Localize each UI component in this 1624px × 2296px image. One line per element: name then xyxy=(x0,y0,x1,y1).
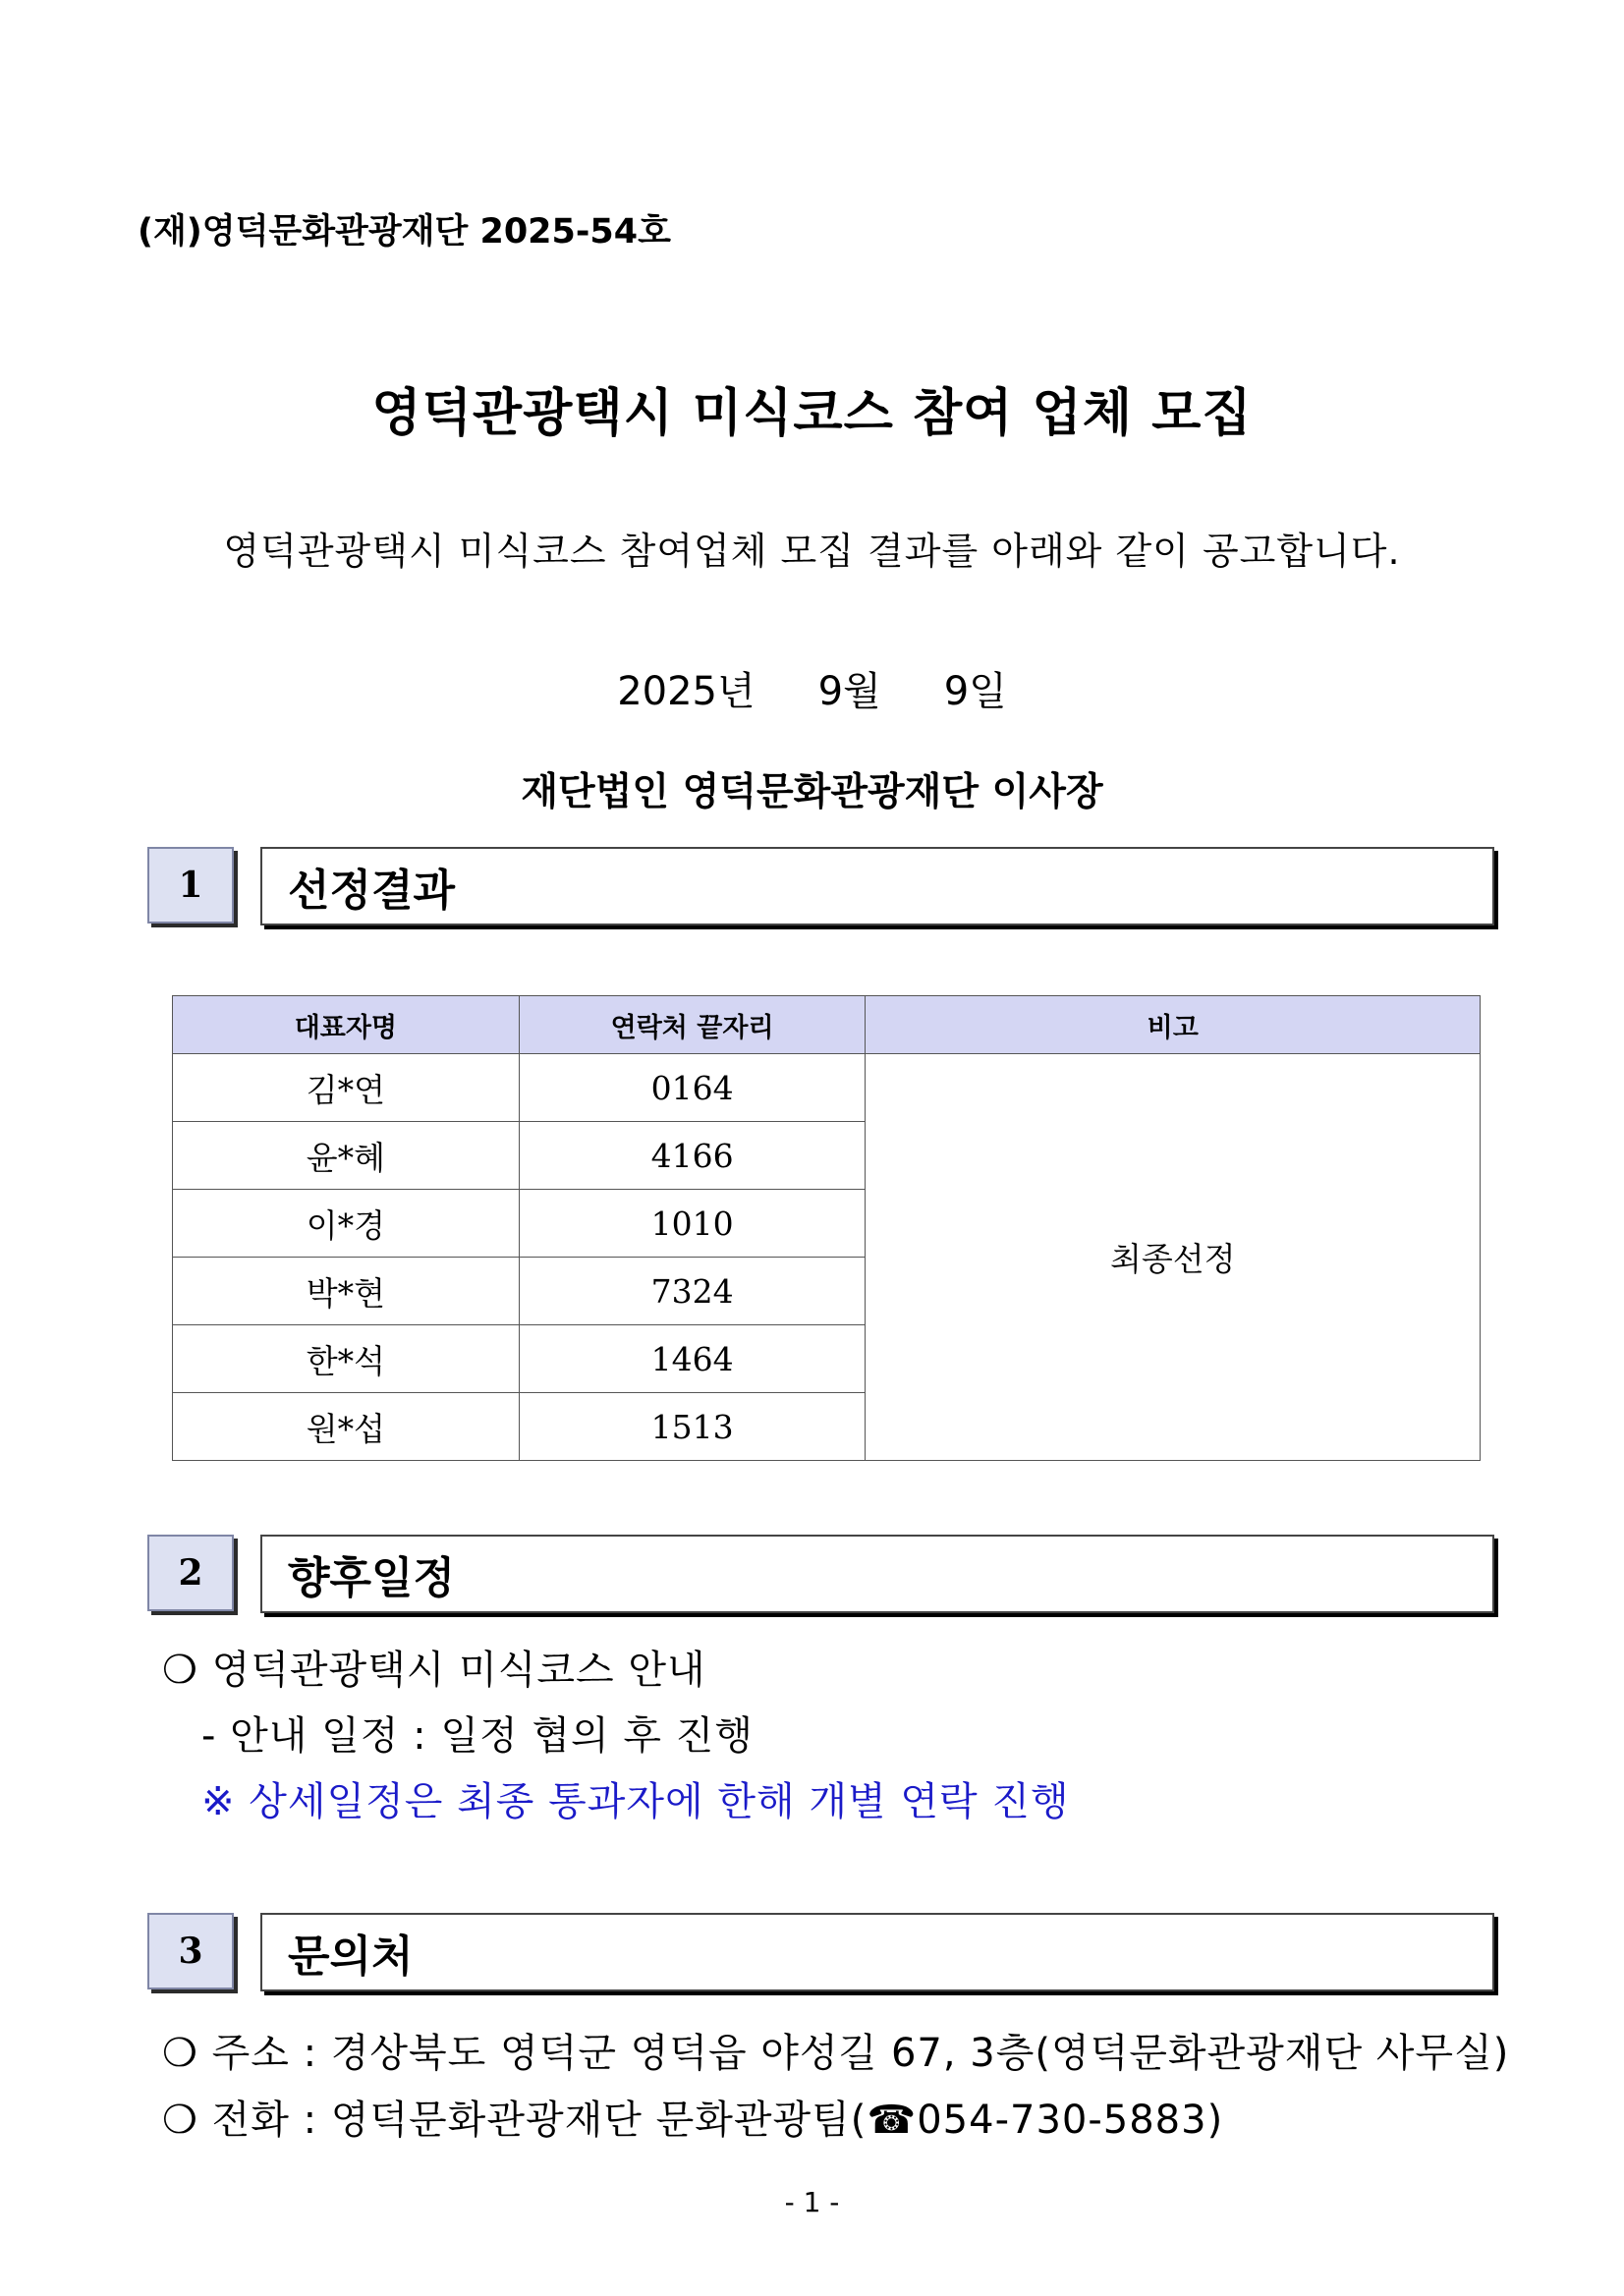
cell-phone: 0164 xyxy=(519,1054,866,1122)
cell-note: 최종선정 xyxy=(866,1054,1481,1461)
notice-number: (재)영덕문화관광재단 2025-54호 xyxy=(138,212,671,252)
header-note: 비고 xyxy=(866,996,1481,1054)
cell-name: 김*연 xyxy=(173,1054,520,1122)
schedule-sub: - 안내 일정 : 일정 협의 후 진행 xyxy=(201,1713,754,1759)
section-1-title: 선정결과 xyxy=(260,847,1494,925)
document-title: 영덕관광택시 미식코스 참여 업체 모집 xyxy=(371,384,1253,443)
contact-phone: ❍ 전화 : 영덕문화관광재단 문화관광팀(☎054-730-5883) xyxy=(162,2098,1224,2143)
section-3-number: 3 xyxy=(147,1913,234,1989)
result-table xyxy=(172,995,1481,1461)
section-2-title: 향후일정 xyxy=(260,1535,1494,1613)
cell-phone: 7324 xyxy=(519,1258,866,1325)
table-row xyxy=(173,1054,1481,1122)
schedule-item: ❍ 영덕관광택시 미식코스 안내 xyxy=(162,1648,706,1693)
date-day: 9일 xyxy=(943,669,1007,714)
date-month: 9월 xyxy=(817,669,881,714)
cell-phone: 1010 xyxy=(519,1190,866,1258)
date-year: 2025년 xyxy=(617,669,756,714)
announcement-date xyxy=(0,660,1624,716)
contact-address: ❍ 주소 : 경상북도 영덕군 영덕읍 야성길 67, 3층(영덕문화관광재단 사무실) xyxy=(162,2031,1510,2076)
cell-name: 윤*혜 xyxy=(173,1122,520,1190)
cell-phone: 1513 xyxy=(519,1393,866,1461)
intro-text: 영덕관광택시 미식코스 참여업체 모집 결과를 아래와 같이 공고합니다. xyxy=(223,530,1401,573)
cell-name: 원*섭 xyxy=(173,1393,520,1461)
schedule-remark: ※ 상세일정은 최종 통과자에 한해 개별 연락 진행 xyxy=(201,1779,1070,1824)
cell-name: 한*석 xyxy=(173,1325,520,1393)
header-phone: 연락처 끝자리 xyxy=(519,996,866,1054)
section-2-number: 2 xyxy=(147,1535,234,1611)
section-1-number: 1 xyxy=(147,847,234,924)
cell-name: 박*현 xyxy=(173,1258,520,1325)
header-name: 대표자명 xyxy=(173,996,520,1054)
issuer: 재단법인 영덕문화관광재단 이사장 xyxy=(521,770,1103,814)
cell-phone: 4166 xyxy=(519,1122,866,1190)
section-3-title: 문의처 xyxy=(260,1913,1494,1991)
table-header-row xyxy=(173,996,1481,1054)
cell-phone: 1464 xyxy=(519,1325,866,1393)
cell-name: 이*경 xyxy=(173,1190,520,1258)
page-number: - 1 - xyxy=(784,2186,840,2218)
